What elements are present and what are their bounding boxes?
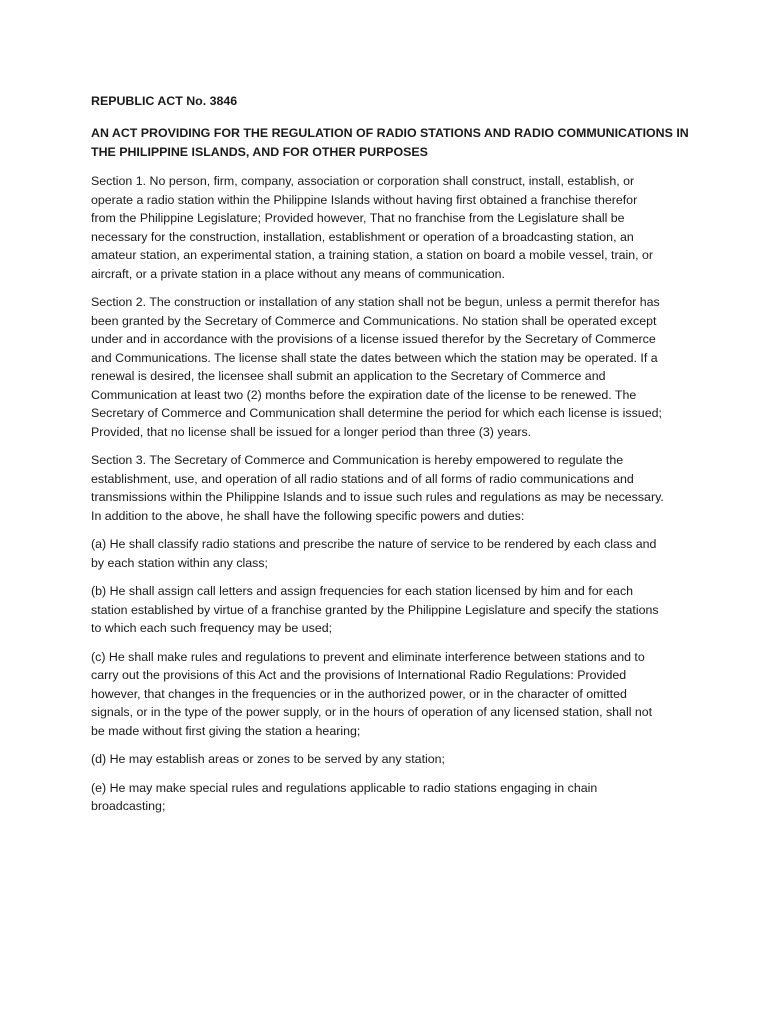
- paragraph-line: Section 2. The construction or installation of any station shall not be begun, unless a permit therefor has: [91, 295, 660, 309]
- act-title: [91, 124, 691, 162]
- clause-d-paragraph: [91, 750, 691, 769]
- paragraph-line: under and in accordance with the provisions of a license issued therefor by the Secretary of Commerce: [91, 332, 656, 346]
- paragraph-line: (e) He may make special rules and regulations applicable to radio stations engaging in chain: [91, 780, 598, 795]
- paragraph-line: Section 1. No person, firm, company, association or corporation shall construct, install, establish, or: [91, 174, 635, 188]
- paragraph-line: be made without first giving the station a hearing;: [91, 723, 361, 738]
- act-title-line: THE PHILIPPINE ISLANDS, AND FOR OTHER PURPOSES: [91, 145, 428, 159]
- paragraph-line: In addition to the above, he shall have the following specific powers and duties:: [91, 508, 525, 523]
- section-3-paragraph: [91, 451, 691, 525]
- paragraph-line: however, that changes in the frequencies or in the authorized power, or in the character of omitted: [91, 686, 627, 701]
- paragraph-line: transmissions within the Philippine Islands and to issue such rules and regulations as may be necessary.: [91, 490, 664, 504]
- clause-b-paragraph: [91, 582, 691, 638]
- paragraph-line: signals, or in the type of the power supply, or in the hours of operation of any licensed station, shall not: [91, 705, 653, 719]
- paragraph-line: (c) He shall make rules and regulations to prevent and eliminate interference between stations and to: [91, 649, 645, 664]
- paragraph-line: amateur station, an experimental station, a training station, a station on board a mobile vessel, train, or: [91, 248, 654, 262]
- paragraph-line: Communication at least two (2) months before the expiration date of the license to be renewed. The: [91, 387, 637, 402]
- paragraph-line: (b) He shall assign call letters and assign frequencies for each station licensed by him and for each: [91, 584, 634, 598]
- act-number-heading: REPUBLIC ACT No. 3846: [91, 94, 238, 108]
- paragraph-line: Provided, that no license shall be issued for a longer period than three (3) years.: [91, 424, 532, 439]
- section-1-paragraph: [91, 172, 691, 283]
- paragraph-line: establishment, use, and operation of all radio stations and of all forms of radio communications and: [91, 471, 634, 486]
- paragraph-line: renewal is desired, the licensee shall submit an application to the Secretary of Commerce and: [91, 369, 606, 383]
- section-2-paragraph: [91, 293, 691, 441]
- clause-e-paragraph: [91, 779, 691, 816]
- paragraph-line: broadcasting;: [91, 799, 166, 813]
- paragraph-line: Secretary of Commerce and Communication shall determine the period for which each license is issued;: [91, 406, 662, 420]
- paragraph-line: aircraft, or a private station in a place without any means of communication.: [91, 266, 505, 281]
- clause-c-paragraph: [91, 648, 691, 741]
- clause-a-paragraph: [91, 535, 691, 572]
- paragraph-line: been granted by the Secretary of Commerce and Communications. No station shall be operated except: [91, 313, 657, 328]
- paragraph-line: by each station within any class;: [91, 555, 269, 570]
- paragraph-line: (a) He shall classify radio stations and prescribe the nature of service to be rendered by each class and: [91, 537, 657, 551]
- paragraph-line: from the Philippine Legislature; Provided however, That no franchise from the Legislature shall be: [91, 211, 625, 225]
- paragraph-line: to which each such frequency may be used;: [91, 621, 333, 635]
- paragraph-line: (d) He may establish areas or zones to be served by any station;: [91, 752, 445, 766]
- paragraph-line: necessary for the construction, installation, establishment or operation of a broadcasting station, an: [91, 229, 634, 244]
- act-title-line: AN ACT PROVIDING FOR THE REGULATION OF RADIO STATIONS AND RADIO COMMUNICATIONS IN: [91, 126, 689, 140]
- paragraph-line: operate a radio station within the Philippine Islands without having first obtained a franchise therefor: [91, 192, 638, 207]
- paragraph-line: carry out the provisions of this Act and the provisions of International Radio Regulations: Provided: [91, 668, 627, 682]
- paragraph-line: station established by virtue of a franchise granted by the Philippine Legislature and specify the stations: [91, 602, 659, 617]
- paragraph-line: and Communications. The license shall state the dates between which the station may be operated. If a: [91, 350, 658, 365]
- paragraph-line: Section 3. The Secretary of Commerce and Communication is hereby empowered to regulate the: [91, 453, 624, 467]
- document-page: [91, 92, 691, 826]
